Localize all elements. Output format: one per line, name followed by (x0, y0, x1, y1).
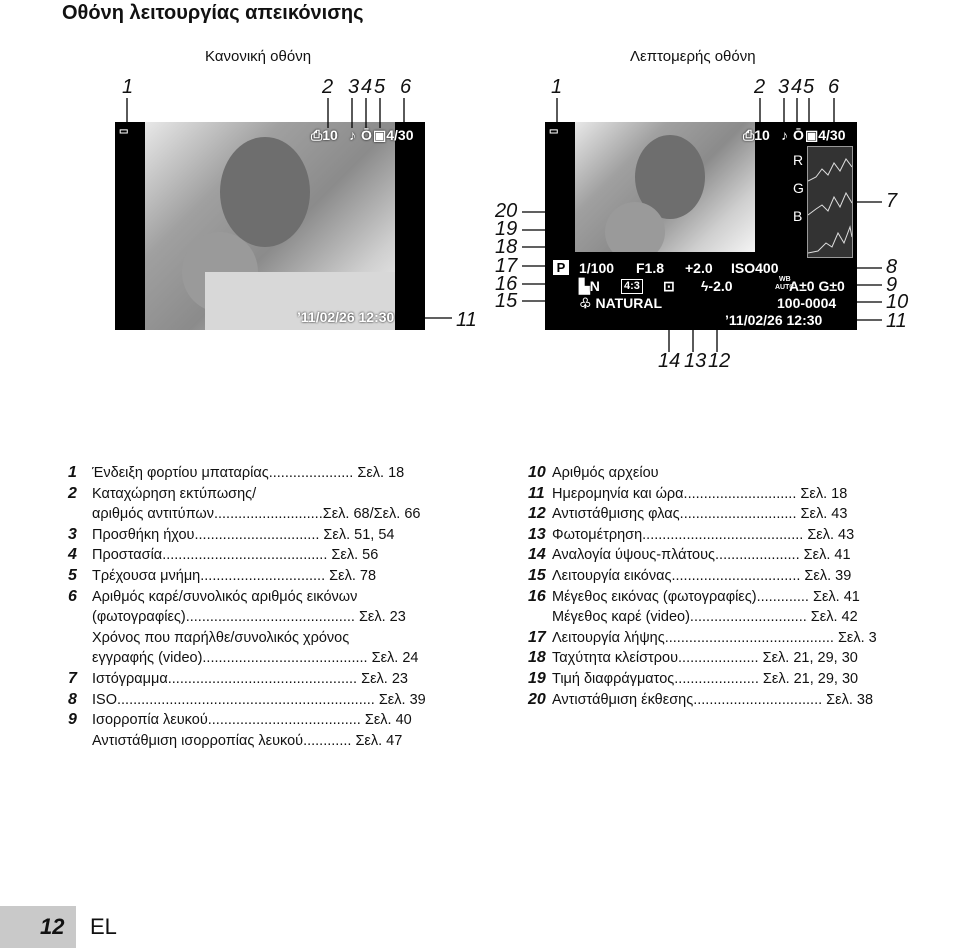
histogram (807, 146, 853, 258)
list-item (68, 587, 508, 608)
item-number: 8 (68, 690, 77, 708)
picture-mode-value: NATURAL (595, 295, 663, 311)
item-text: Προστασία......................................... Σελ. 56 (92, 547, 379, 564)
callout-2: 2 (322, 76, 334, 98)
detail-callout-4: 4 (791, 76, 803, 98)
detail-callout-12: 12 (708, 350, 731, 372)
item-number: 10 (528, 464, 546, 481)
detail-callout-6: 6 (828, 76, 840, 98)
list-item-cont: εγγραφής (video)......................................... Σελ. 24 (92, 650, 419, 667)
detail-callout-10: 10 (886, 291, 909, 313)
normal-display-heading: Κανονική οθόνη (205, 48, 312, 65)
detail-print-count: 10 (754, 127, 770, 143)
item-text: Ημερομηνία και ώρα............................ Σελ. 18 (552, 485, 848, 502)
white-balance-adjust: A±0 G±0 (789, 278, 845, 294)
list-item (68, 710, 508, 731)
item-list-left (68, 463, 508, 751)
item-number: 15 (528, 566, 546, 584)
item-text: Προσθήκη ήχου............................... Σελ. 51, 54 (92, 526, 395, 543)
list-item-cont: Μέγεθος καρέ (video)............................. Σελ. 42 (552, 609, 858, 626)
item-number: 4 (68, 546, 77, 564)
memory-icon: ▣4/30 (373, 127, 414, 143)
detail-callout-1: 1 (551, 76, 563, 98)
detail-sound-icon: ♪ (781, 127, 788, 143)
page-title: Οθόνη λειτουργίας απεικόνισης (62, 2, 364, 24)
item-number: 9 (68, 711, 77, 729)
battery-icon: ▭ (119, 126, 129, 137)
aperture-value: F1.8 (636, 260, 665, 276)
callout-3: 3 (348, 76, 360, 98)
detail-callout-14: 14 (658, 350, 681, 372)
list-item (528, 648, 958, 669)
list-item (528, 566, 958, 587)
hist-r-label: R (793, 152, 804, 168)
list-item (68, 545, 508, 566)
item-text: Λειτουργία εικόνας................................ Σελ. 39 (552, 567, 852, 584)
item-number: 3 (68, 525, 77, 543)
item-number: 13 (528, 525, 546, 543)
wb-bottom-label: AUTO (775, 284, 795, 291)
list-item (68, 669, 508, 690)
item-number: 19 (528, 669, 546, 687)
list-item-cont: (φωτογραφίες).......................................... Σελ. 23 (92, 609, 406, 626)
page-number-box (0, 906, 76, 948)
detail-frame-count: 4/30 (818, 127, 846, 143)
metering-icon: ⊡ (663, 278, 675, 294)
item-list-right (528, 463, 958, 710)
item-text: Λειτουργία λήψης.......................................... Σελ. 3 (552, 629, 877, 646)
print-count: 10 (322, 127, 338, 143)
picture-mode (579, 295, 662, 312)
item-number: 5 (68, 566, 77, 584)
detail-protect-icon: Ō (793, 127, 804, 143)
callout-6: 6 (400, 76, 412, 98)
detail-callout-16: 16 (495, 273, 518, 295)
protect-icon: Ō (361, 127, 372, 143)
print-reservation-icon: ⎙10 (311, 127, 338, 143)
item-number: 20 (528, 690, 546, 708)
sound-icon: ♪ (349, 127, 356, 143)
detail-callout-20: 20 (495, 200, 518, 222)
language-code: EL (90, 914, 117, 939)
list-item (528, 587, 958, 608)
item-text: Αναλογία ύψους-πλάτους..................... Σελ. 41 (552, 547, 851, 564)
list-item (528, 504, 958, 525)
item-number: 18 (528, 649, 546, 667)
detail-photo-silhouette (575, 122, 755, 252)
shooting-mode-badge: P (553, 260, 569, 275)
list-item (528, 463, 958, 484)
exposure-compensation: +2.0 (685, 260, 713, 276)
detail-callout-2: 2 (754, 76, 766, 98)
item-text: Μέγεθος εικόνας (φωτογραφίες)............. Σελ. 41 (552, 588, 860, 605)
list-item (68, 566, 508, 587)
item-text: Τιμή διαφράγματος..................... Σελ. 21, 29, 30 (552, 670, 859, 687)
image-size (579, 278, 600, 295)
callout-5: 5 (374, 76, 386, 98)
list-item (528, 545, 958, 566)
item-number: 12 (528, 505, 546, 523)
flash-icon: ϟ (701, 278, 709, 294)
flash-compensation (701, 278, 733, 294)
item-text: Ισορροπία λευκού...................................... Σελ. 40 (92, 712, 412, 729)
item-number: 6 (68, 587, 77, 605)
item-text: Αντιστάθμισης φλας............................. Σελ. 43 (552, 506, 848, 523)
detail-sample-photo (575, 122, 755, 252)
hist-g-label: G (793, 180, 804, 196)
detail-callout-17: 17 (495, 255, 518, 277)
wb-top-label: WB (779, 276, 791, 283)
item-number: 1 (68, 464, 77, 481)
image-quality: N (589, 278, 600, 294)
detail-callout-7: 7 (886, 190, 898, 212)
shutter-speed: 1/100 (579, 260, 615, 276)
item-text: Αντιστάθμιση έκθεσης................................ Σελ. 38 (552, 691, 874, 708)
list-item-cont: Αντιστάθμιση ισορροπίας λευκού............ Σελ. 47 (92, 732, 403, 749)
list-item (68, 525, 508, 546)
list-item (528, 669, 958, 690)
picture-mode-icon: ♧ (579, 295, 596, 311)
detail-battery-icon: ▭ (549, 126, 559, 137)
detail-callout-8: 8 (886, 256, 898, 278)
item-text: Ταχύτητα κλείστρου.................... Σελ. 21, 29, 30 (552, 650, 858, 667)
list-item (68, 690, 508, 711)
histogram-graph (808, 147, 852, 257)
item-number: 14 (528, 546, 546, 564)
callout-4: 4 (361, 76, 373, 98)
list-item (68, 463, 508, 484)
list-item-cont: Χρόνος που παρήλθε/συνολικός χρόνος (92, 629, 350, 646)
detailed-display-heading: Λεπτομερής οθόνη (630, 48, 756, 65)
detail-print-icon: ⎙10 (743, 127, 770, 143)
detail-callout-3: 3 (778, 76, 790, 98)
callout-1: 1 (122, 76, 134, 98)
list-item-cont: αριθμός αντιτύπων...........................Σελ. 68/Σελ. 66 (92, 506, 421, 523)
date-time: ’11/02/26 12:30 (297, 309, 395, 325)
list-item (528, 628, 958, 649)
item-number: 11 (528, 484, 545, 502)
list-item (528, 525, 958, 546)
item-text: Αριθμός καρέ/συνολικός αριθμός εικόνων (92, 588, 358, 605)
item-text: ISO................................................................ Σελ. 39 (92, 691, 426, 708)
item-text: Αριθμός αρχείου (552, 465, 659, 481)
detail-callout-18: 18 (495, 236, 518, 258)
image-size-l-icon: ▙ (579, 278, 590, 294)
detail-callout-13: 13 (684, 350, 707, 372)
aspect-ratio: 4:3 (621, 279, 643, 294)
list-item (528, 484, 958, 505)
flash-value: -2.0 (708, 278, 733, 294)
item-text: Τρέχουσα μνήμη............................... Σελ. 78 (92, 567, 377, 584)
item-number: 2 (68, 484, 77, 502)
frame-count: 4/30 (386, 127, 414, 143)
item-text: Ιστόγραμμα............................................... Σελ. 23 (92, 670, 408, 687)
detail-callout-19: 19 (495, 218, 518, 240)
item-number: 17 (528, 628, 546, 646)
item-text: Φωτομέτρηση........................................ Σελ. 43 (552, 526, 855, 543)
item-text: Ένδειξη φορτίου μπαταρίας..................... Σελ. 18 (92, 465, 405, 481)
list-item (528, 690, 958, 711)
hist-b-label: B (793, 208, 803, 224)
detail-memory-icon: ▣4/30 (805, 127, 846, 143)
detail-callout-11: 11 (886, 310, 907, 332)
callout-11: 11 (456, 309, 477, 331)
file-number: 100-0004 (777, 295, 837, 311)
detail-callout-5: 5 (803, 76, 815, 98)
item-text: Καταχώρηση εκτύπωσης/ (92, 485, 257, 502)
detailed-display-screen (545, 122, 857, 330)
item-number: 7 (68, 669, 77, 687)
iso-value: ISO400 (731, 260, 779, 276)
list-item (68, 484, 508, 505)
detail-date-time: ’11/02/26 12:30 (725, 312, 823, 328)
item-number: 16 (528, 587, 546, 605)
detail-callout-15: 15 (495, 290, 518, 312)
page-number: 12 (40, 914, 65, 939)
detail-callout-9: 9 (886, 274, 898, 296)
